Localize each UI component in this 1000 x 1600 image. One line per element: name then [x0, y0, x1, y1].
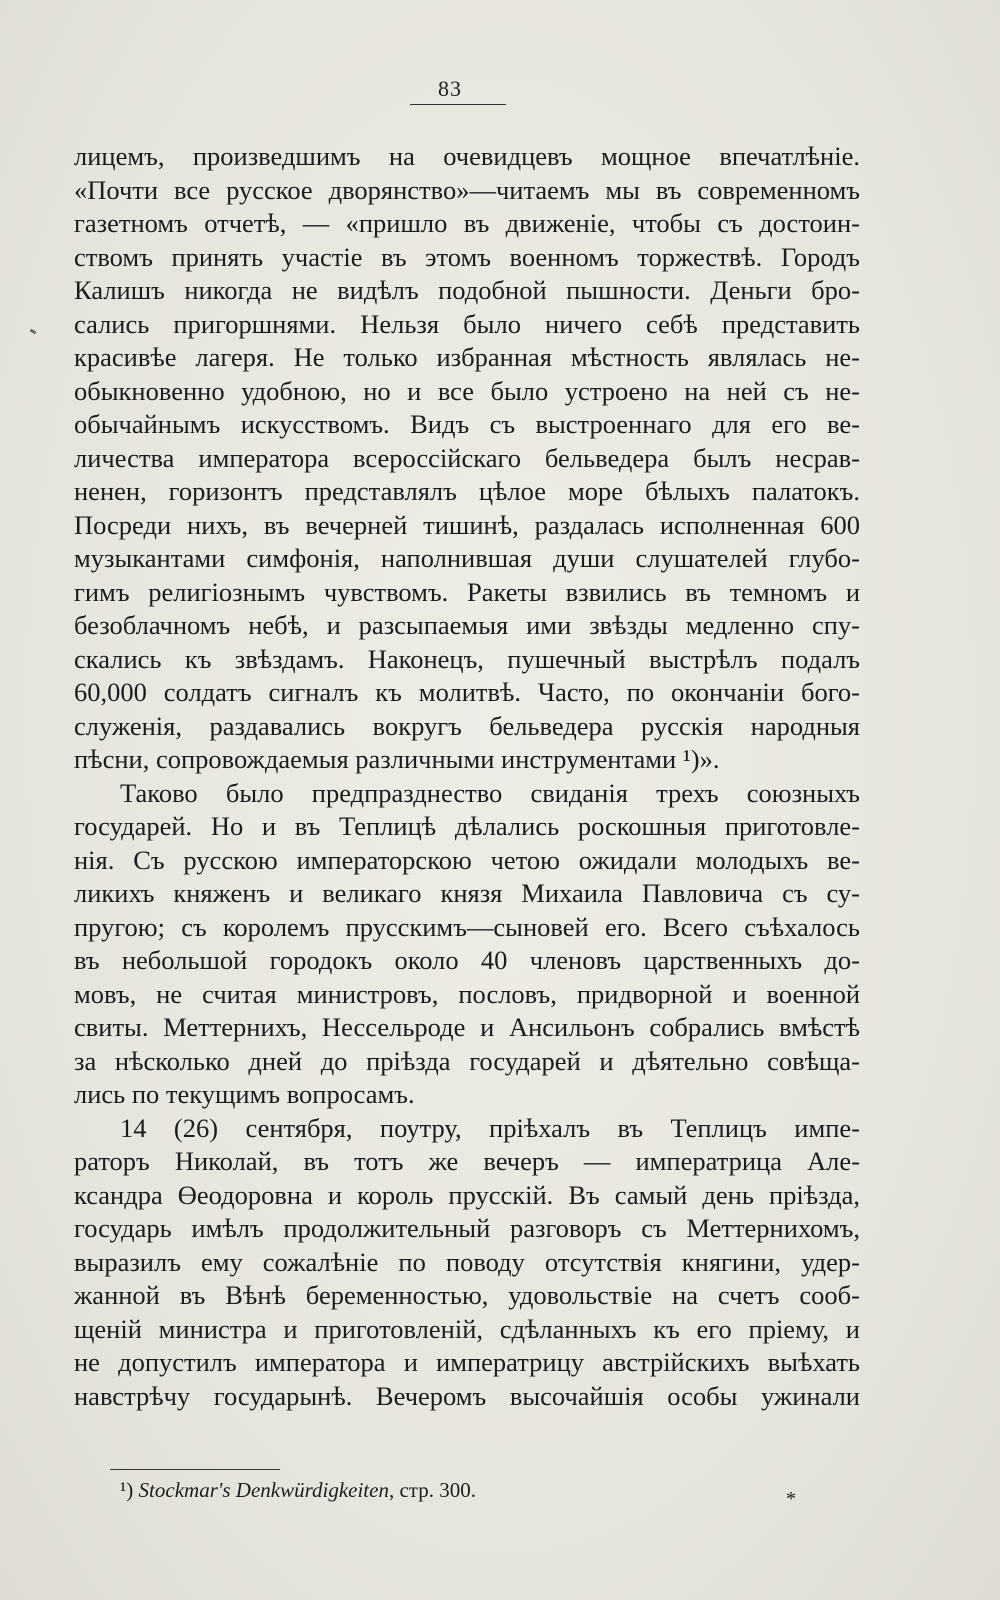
page-number: 83: [438, 76, 462, 101]
text-line: музыкантами симфонія, наполнившая души слушателей глубо-: [74, 543, 860, 573]
footnote-marker: ¹): [120, 1478, 134, 1502]
text-line: личества императора всероссійскаго бельведера былъ несрав-: [74, 442, 860, 473]
text-line: мовъ, не считая министровъ, пословъ, придворной и военной: [74, 978, 860, 1009]
text-line: красивѣе лагеря. Не только избранная мѣстность являлась не-: [74, 342, 860, 372]
text-line: сались пригоршнями. Нельзя было ничего себѣ представить: [74, 308, 860, 339]
signature-mark: *: [786, 1488, 796, 1510]
text-line: служенія, раздавались вокругъ бельведера русскія народныя: [74, 710, 860, 741]
text-line: обыкновенно удобною, но и все было устроено на ней съ не-: [74, 375, 860, 406]
body-text: [74, 140, 860, 1413]
text-line: Посреди нихъ, въ вечерней тишинѣ, раздалась исполненная 600: [74, 509, 860, 540]
text-line: щеній министра и приготовленій, сдѣланныхъ къ его пріему, и: [74, 1313, 860, 1344]
text-line: Калишъ никогда не видѣлъ подобной пышности. Деньги бро-: [74, 275, 860, 305]
text-line: газетномъ отчетѣ, — «пришло въ движеніе, чтобы съ достоин-: [74, 208, 860, 238]
text-line: безоблачномъ небѣ, и разсыпаемыя ими звѣзды медленно спу-: [74, 610, 860, 640]
text-line: государь имѣлъ продолжительный разговоръ съ Меттернихомъ,: [74, 1213, 860, 1243]
text-line: жанной въ Вѣнѣ беременностью, удовольствіе на счетъ сооб-: [74, 1280, 860, 1310]
text-line: обычайнымъ искусствомъ. Видъ съ выстроеннаго для его ве-: [74, 409, 860, 439]
text-line: 60,000 солдатъ сигналъ къ молитвѣ. Часто, по окончаніи бого-: [74, 677, 860, 707]
text-line: ствомъ принять участіе въ этомъ военномъ торжествѣ. Городъ: [74, 241, 860, 272]
footnote-rule: [110, 1469, 280, 1470]
text-line: пѣсни, сопровождаемыя различными инструментами ¹)».: [74, 744, 720, 774]
stray-ink-mark: [30, 329, 37, 335]
text-line: 14 (26) сентября, поутру, пріѣхалъ въ Теплицъ импе-: [120, 1112, 860, 1143]
text-line: нія. Съ русскою императорскою четою ожидали молодыхъ ве-: [74, 844, 860, 875]
text-line: «Почти все русское дворянство»—читаемъ мы въ современномъ: [74, 174, 860, 205]
text-line: государей. Но и въ Теплицѣ дѣлались роскошныя приготовле-: [74, 811, 860, 841]
footnote: [120, 1478, 476, 1503]
text-line: лись по текущимъ вопросамъ.: [74, 1079, 415, 1109]
footnote-page-ref: , стр. 300.: [388, 1478, 476, 1502]
text-line: за нѣсколько дней до пріѣзда государей и дѣятельно совѣща-: [74, 1045, 860, 1076]
text-line: ликихъ княженъ и великаго князя Михаила Павловича съ су-: [74, 878, 860, 908]
text-line: ксандра Өеодоровна и король прусскій. Въ самый день пріѣзда,: [74, 1179, 860, 1210]
text-line: пругою; съ королемъ прусскимъ—сыновей его. Всего съѣхалось: [74, 911, 860, 942]
text-line: свиты. Меттернихъ, Нессельроде и Ансильонъ собрались вмѣстѣ: [74, 1012, 860, 1042]
text-line: лицемъ, произведшимъ на очевидцевъ мощное впечатлѣніе.: [74, 141, 860, 171]
footnote-source: Stockmar's Denkwürdigkeiten: [138, 1478, 389, 1502]
text-line: навстрѣчу государынѣ. Вечеромъ высочайшія особы ужинали: [74, 1380, 860, 1411]
text-line: ненен, горизонтъ представлялъ цѣлое море бѣлыхъ палатокъ.: [74, 476, 860, 506]
text-line: Таково было предпразднество свиданія трехъ союзныхъ: [120, 777, 860, 808]
page-number-rule: [410, 104, 506, 105]
text-line: не допустилъ императора и императрицу австрійскихъ выѣхать: [74, 1347, 860, 1377]
text-line: гимъ религіознымъ чувствомъ. Ракеты взвились въ темномъ и: [74, 576, 860, 607]
text-line: раторъ Николай, въ тотъ же вечеръ — императрица Але-: [74, 1146, 860, 1176]
text-line: скались къ звѣздамъ. Наконецъ, пушечный выстрѣлъ подалъ: [74, 643, 860, 674]
text-line: въ небольшой городокъ около 40 членовъ царственныхъ до-: [74, 945, 860, 975]
text-line: выразилъ ему сожалѣніе по поводу отсутствія княгини, удер-: [74, 1246, 860, 1277]
